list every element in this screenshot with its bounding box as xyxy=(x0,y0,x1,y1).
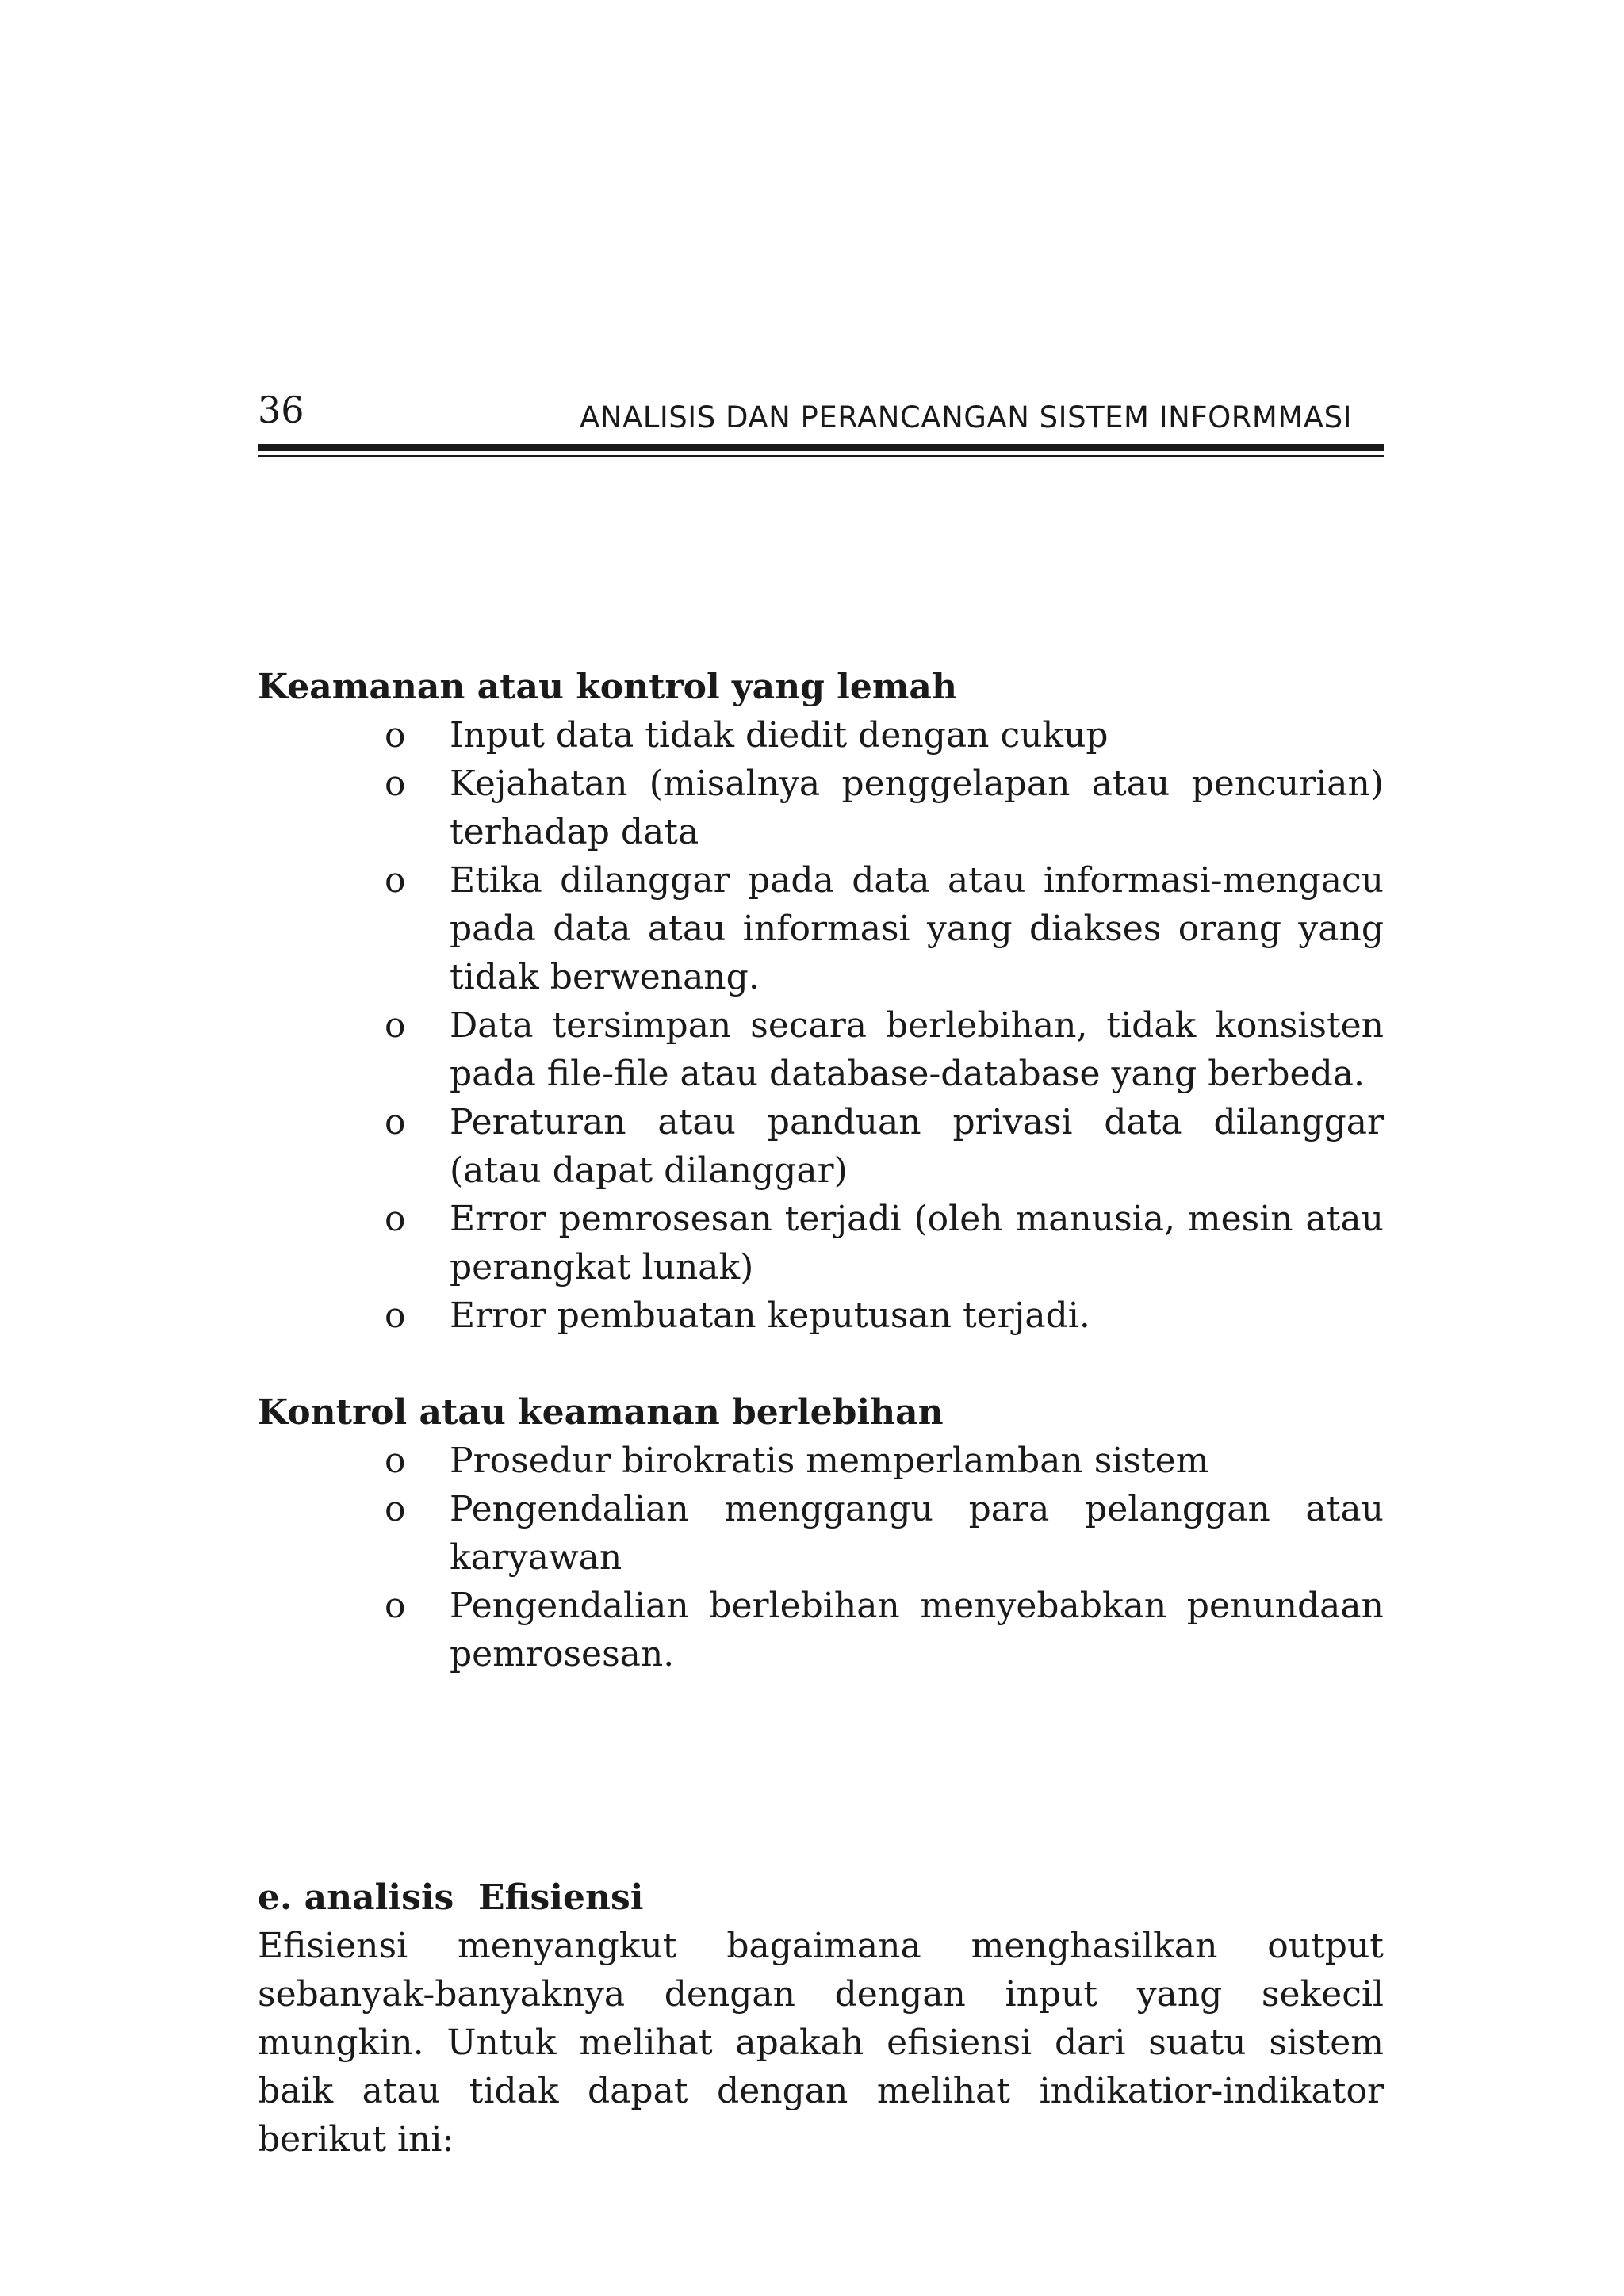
list-item-text: Kejahatan (misalnya penggelapan atau pencurian) terhadap data xyxy=(450,763,1384,852)
section-heading: Kontrol atau keamanan berlebihan xyxy=(258,1392,944,1433)
bullet-list-weak-security xyxy=(258,711,1384,1340)
list-item xyxy=(258,1001,1384,1098)
list-item-text: Pengendalian berlebihan menyebabkan penundaan pemrosesan. xyxy=(450,1586,1384,1674)
list-item xyxy=(258,711,1384,760)
list-item-text: Pengendalian menggangu para pelanggan atau karyawan xyxy=(450,1489,1384,1578)
header-rule-thick xyxy=(258,444,1384,451)
bullet-marker: o xyxy=(385,715,406,756)
list-item-text: Error pembuatan keputusan terjadi. xyxy=(450,1295,1090,1336)
bullet-marker: o xyxy=(385,1005,406,1046)
bullet-marker: o xyxy=(385,1102,406,1142)
section-heading: e. analisis Efisiensi xyxy=(258,1877,644,1918)
section-heading: Keamanan atau kontrol yang lemah xyxy=(258,667,957,707)
list-item-text: Prosedur birokratis memperlamban sistem xyxy=(450,1441,1209,1481)
section-spacer xyxy=(258,1340,1384,1388)
list-item xyxy=(258,1437,1384,1485)
list-item xyxy=(258,1485,1384,1582)
list-item xyxy=(258,1292,1384,1340)
page-content xyxy=(258,663,1384,2164)
list-item-text: Data tersimpan secara berlebihan, tidak konsisten pada file-file atau database-database yang berbeda. xyxy=(450,1005,1384,1094)
list-item-text: Input data tidak diedit dengan cukup xyxy=(450,715,1109,756)
list-item xyxy=(258,760,1384,856)
bullet-marker: o xyxy=(385,763,406,804)
page-number: 36 xyxy=(258,388,304,431)
bullet-marker: o xyxy=(385,1489,406,1529)
bullet-marker: o xyxy=(385,1199,406,1239)
section-spacer xyxy=(258,1678,1384,1873)
list-item xyxy=(258,1195,1384,1292)
list-item-text: Error pemrosesan terjadi (oleh manusia, mesin atau perangkat lunak) xyxy=(450,1199,1384,1288)
running-title: ANALISIS DAN PERANCANGAN SISTEM INFORMMASI xyxy=(579,400,1352,434)
list-item xyxy=(258,1582,1384,1678)
list-item xyxy=(258,1098,1384,1195)
list-item-text: Peraturan atau panduan privasi data dilanggar (atau dapat dilanggar) xyxy=(450,1102,1384,1191)
list-item xyxy=(258,856,1384,1001)
bullet-marker: o xyxy=(385,1441,406,1481)
bullet-list-excess-control xyxy=(258,1437,1384,1678)
body-paragraph: Efisiensi menyangkut bagaimana menghasilkan output sebanyak-banyaknya dengan dengan input yang sekecil mungkin. Untuk melihat apakah efisiensi dari suatu sistem baik atau tidak dapat dengan melihat indikatior-indikator berikut ini: xyxy=(258,1926,1384,2160)
bullet-marker: o xyxy=(385,860,406,901)
page-header xyxy=(258,379,1384,458)
bullet-marker: o xyxy=(385,1295,406,1336)
bullet-marker: o xyxy=(385,1586,406,1626)
header-rule-thin xyxy=(258,455,1384,457)
list-item-text: Etika dilanggar pada data atau informasi-mengacu pada data atau informasi yang diakses orang yang tidak berwenang. xyxy=(450,860,1384,997)
